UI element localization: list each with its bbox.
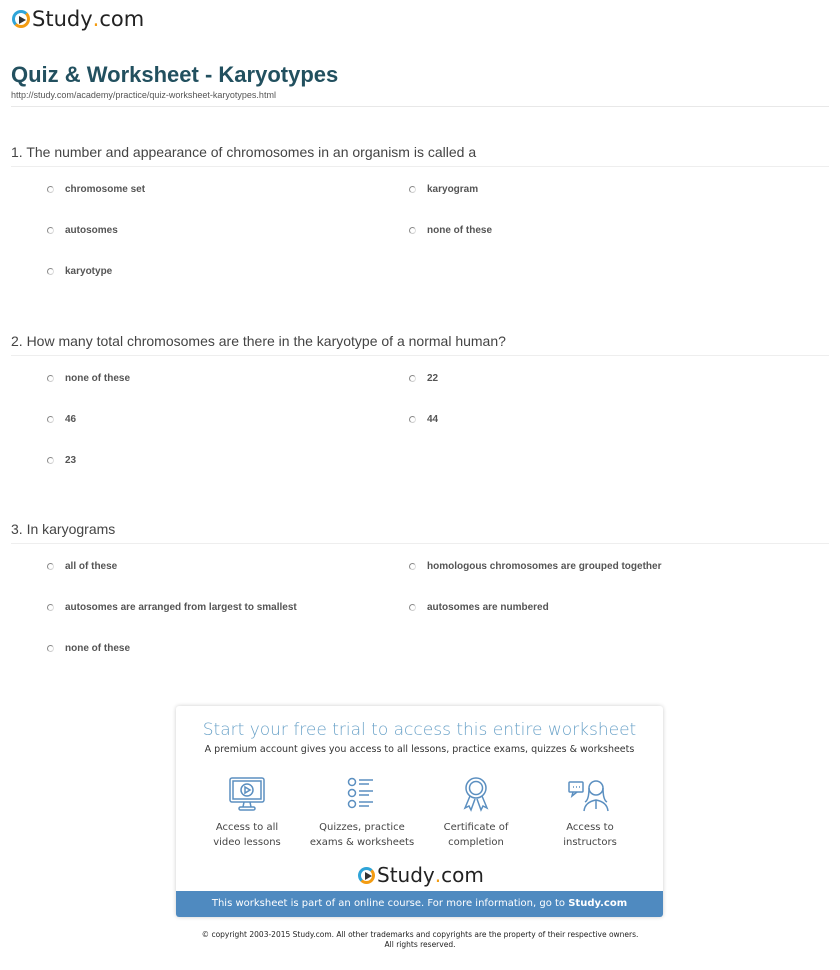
option-label: autosomes xyxy=(65,225,118,236)
logo-text: Study xyxy=(32,7,93,31)
question-text: 1. The number and appearance of chromosomes in an organism is called a xyxy=(11,144,477,160)
radio-icon[interactable] xyxy=(47,227,54,234)
option-label: autosomes are numbered xyxy=(427,602,549,613)
radio-icon[interactable] xyxy=(47,457,54,464)
radio-icon[interactable] xyxy=(47,416,54,423)
page-title: Quiz & Worksheet - Karyotypes xyxy=(11,62,339,87)
divider xyxy=(11,106,829,107)
radio-icon[interactable] xyxy=(409,604,416,611)
answer-option[interactable] xyxy=(409,225,492,236)
feature-label: Access to all xyxy=(215,822,279,833)
option-label: none of these xyxy=(65,643,131,654)
radio-icon[interactable] xyxy=(47,375,54,382)
option-label: 44 xyxy=(427,414,439,425)
answer-option[interactable] xyxy=(409,602,549,613)
play-logo-icon xyxy=(358,867,375,884)
option-label: 46 xyxy=(65,414,77,425)
play-logo-icon xyxy=(12,10,30,28)
feature-label: Quizzes, practice xyxy=(319,822,405,833)
feature-label: video lessons xyxy=(213,837,281,848)
radio-icon[interactable] xyxy=(409,416,416,423)
certificate-icon xyxy=(456,776,496,812)
answer-option[interactable] xyxy=(409,184,478,195)
divider xyxy=(11,355,829,356)
answer-option[interactable] xyxy=(47,455,76,466)
radio-icon[interactable] xyxy=(47,645,54,652)
option-label: homologous chromosomes are grouped together xyxy=(427,561,662,572)
course-info-banner xyxy=(176,891,663,917)
logo-tld: com xyxy=(99,7,145,31)
radio-icon[interactable] xyxy=(409,227,416,234)
feature-label: completion xyxy=(448,837,504,848)
question-3 xyxy=(11,521,829,661)
feature-certificate xyxy=(421,776,531,850)
answer-option[interactable] xyxy=(409,561,661,572)
promo-study-logo[interactable] xyxy=(358,863,484,887)
promo-subheading: A premium account gives you access to all lessons, practice exams, quizzes & worksheets xyxy=(204,744,635,755)
feature-label: exams & worksheets xyxy=(309,837,415,848)
video-lesson-icon xyxy=(227,776,267,812)
option-label: none of these xyxy=(65,373,131,384)
answer-option[interactable] xyxy=(409,414,438,425)
option-label: 22 xyxy=(427,373,439,384)
feature-label: Access to xyxy=(566,822,614,833)
feature-label: instructors xyxy=(563,837,617,848)
promo-heading: Start your free trial to access this entire worksheet xyxy=(202,720,637,740)
answer-option[interactable] xyxy=(47,373,130,384)
option-label: none of these xyxy=(427,225,493,236)
page-url[interactable]: http://study.com/academy/practice/quiz-worksheet-karyotypes.html xyxy=(11,90,276,100)
feature-label: Certificate of xyxy=(443,822,509,833)
logo-dot: . xyxy=(434,863,442,887)
radio-icon[interactable] xyxy=(409,186,416,193)
banner-text: This worksheet is part of an online course. For more information, go to xyxy=(211,898,569,909)
copyright-text: © copyright 2003-2015 Study.com. All other trademarks and copyrights are the property of their respective owners. xyxy=(201,930,639,939)
feature-video-lessons xyxy=(192,776,302,850)
answer-option[interactable] xyxy=(409,373,438,384)
answer-option[interactable] xyxy=(47,561,117,572)
option-label: karyogram xyxy=(427,184,479,195)
divider xyxy=(11,543,829,544)
question-1 xyxy=(11,144,829,284)
logo-tld: com xyxy=(441,863,484,887)
radio-icon[interactable] xyxy=(409,375,416,382)
feature-quizzes xyxy=(307,776,417,850)
radio-icon[interactable] xyxy=(47,563,54,570)
promo-box xyxy=(176,706,663,917)
option-label: 23 xyxy=(65,455,77,466)
logo-dot: . xyxy=(92,7,100,31)
divider xyxy=(11,166,829,167)
question-text: 3. In karyograms xyxy=(11,521,116,537)
logo-text: Study xyxy=(377,863,435,887)
study-logo[interactable] xyxy=(12,7,144,31)
answer-option[interactable] xyxy=(47,184,145,195)
answer-option[interactable] xyxy=(47,266,112,277)
copyright-footer xyxy=(0,930,840,950)
feature-instructors xyxy=(535,776,645,850)
radio-icon[interactable] xyxy=(47,604,54,611)
option-label: karyotype xyxy=(65,266,113,277)
quiz-list-icon xyxy=(342,776,382,812)
answer-option[interactable] xyxy=(47,414,76,425)
rights-text: All rights reserved. xyxy=(384,940,456,949)
instructor-icon xyxy=(567,776,613,812)
study-link[interactable]: Study.com xyxy=(568,898,628,909)
radio-icon[interactable] xyxy=(409,563,416,570)
radio-icon[interactable] xyxy=(47,268,54,275)
radio-icon[interactable] xyxy=(47,186,54,193)
answer-option[interactable] xyxy=(47,225,118,236)
option-label: all of these xyxy=(65,561,118,572)
answer-option[interactable] xyxy=(47,643,130,654)
option-label: chromosome set xyxy=(65,184,146,195)
option-label: autosomes are arranged from largest to smallest xyxy=(65,602,297,613)
question-2 xyxy=(11,333,829,473)
question-text: 2. How many total chromosomes are there in the karyotype of a normal human? xyxy=(11,333,506,349)
answer-option[interactable] xyxy=(47,602,297,613)
